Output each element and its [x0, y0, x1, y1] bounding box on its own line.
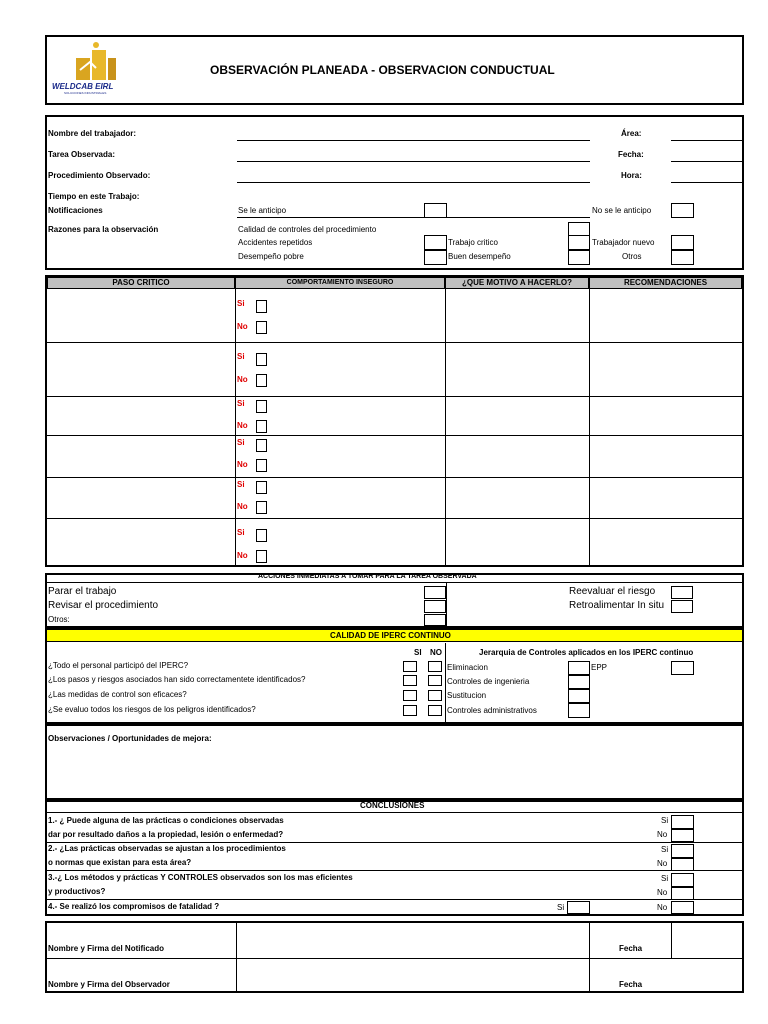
no-label: No: [237, 502, 248, 511]
trabajador-nuevo-checkbox[interactable]: [671, 235, 694, 250]
firmas-col-2: [589, 923, 590, 991]
q4-si-label: Si: [557, 903, 565, 912]
concl-no-label: No: [657, 859, 668, 868]
q1-line: [47, 842, 742, 843]
iperc-title: CALIDAD DE IPERC CONTINUO: [330, 631, 451, 640]
motivo-cell[interactable]: [446, 343, 589, 396]
parar-checkbox[interactable]: [424, 586, 446, 599]
iperc-question: ¿Los pasos y riesgos asociados han sido correctamentete identificados?: [48, 675, 306, 684]
no-checkbox[interactable]: [256, 420, 267, 433]
logo-text: WELDCAB EIRL: [52, 82, 114, 91]
iperc-no-checkbox[interactable]: [428, 661, 442, 672]
ingenieria-label: Controles de ingenieria: [447, 677, 530, 686]
conclusiones-title: CONCLUSIONES: [360, 801, 425, 810]
fecha-notificado-label: Fecha: [619, 944, 643, 953]
conclusiones-title-line: [47, 812, 742, 813]
si-checkbox[interactable]: [256, 400, 267, 413]
accidentes-repetidos-checkbox[interactable]: [424, 235, 447, 250]
paso-critico-cell[interactable]: [47, 343, 235, 396]
motivo-cell[interactable]: [446, 436, 589, 477]
iperc-divider: [445, 643, 446, 722]
recomendaciones-cell[interactable]: [590, 478, 742, 518]
accidentes-repetidos-label: Accidentes repetidos: [238, 238, 313, 247]
no-checkbox[interactable]: [256, 321, 267, 334]
motivo-cell[interactable]: [446, 290, 589, 342]
hora-label: Hora:: [621, 171, 642, 180]
razones-label: Razones para la observación: [48, 225, 159, 234]
trabajo-critico-checkbox[interactable]: [568, 235, 590, 250]
iperc-no-checkbox[interactable]: [428, 705, 442, 716]
concl-si-checkbox[interactable]: [671, 873, 694, 887]
area-field[interactable]: [671, 140, 742, 141]
nombre-label: Nombre del trabajador:: [48, 129, 137, 138]
q1-line1: 1.- ¿ Puede alguna de las prácticas o condiciones observadas: [48, 816, 284, 825]
administrativos-checkbox[interactable]: [568, 703, 590, 718]
iperc-si-header: SI: [414, 648, 422, 657]
otros-checkbox[interactable]: [671, 250, 694, 265]
no-checkbox[interactable]: [256, 374, 267, 387]
recomendaciones-cell[interactable]: [590, 290, 742, 342]
notif-line: [237, 217, 590, 218]
fecha-label: Fecha:: [618, 150, 644, 159]
si-checkbox[interactable]: [256, 481, 267, 494]
si-label: Si: [237, 438, 245, 447]
buen-desempeno-checkbox[interactable]: [568, 250, 590, 265]
concl-no-checkbox[interactable]: [671, 858, 694, 871]
otros-acciones-checkbox[interactable]: [424, 614, 446, 626]
recomendaciones-cell[interactable]: [590, 397, 742, 435]
q4-label: 4.- Se realizó los compromisos de fatalidad ?: [48, 902, 220, 911]
iperc-no-checkbox[interactable]: [428, 675, 442, 686]
reevaluar-checkbox[interactable]: [671, 586, 693, 599]
sustitucion-label: Sustitucion: [447, 691, 487, 700]
motivo-cell[interactable]: [446, 397, 589, 435]
epp-checkbox[interactable]: [671, 661, 694, 675]
se-le-anticipo-label: Se le anticipo: [238, 206, 287, 215]
fecha-observador-label: Fecha: [619, 980, 643, 989]
tarea-field[interactable]: [237, 161, 590, 162]
calidad-controles-label: Calidad de controles del procedimiento: [238, 225, 377, 234]
tiempo-label: Tiempo en este Trabajo:: [48, 192, 140, 201]
concl-no-label: No: [657, 830, 668, 839]
paso-critico-cell[interactable]: [47, 436, 235, 477]
concl-si-label: Si: [661, 816, 669, 825]
concl-no-checkbox[interactable]: [671, 829, 694, 842]
page-title: OBSERVACIÓN PLANEADA - OBSERVACION CONDUCTUAL: [210, 63, 555, 77]
no-se-le-anticipo-label: No se le anticipo: [592, 206, 652, 215]
si-label: Si: [237, 352, 245, 361]
si-checkbox[interactable]: [256, 300, 267, 313]
revisar-checkbox[interactable]: [424, 600, 446, 613]
paso-critico-cell[interactable]: [47, 397, 235, 435]
no-label: No: [237, 322, 248, 331]
si-checkbox[interactable]: [256, 353, 267, 366]
area-label: Área:: [621, 129, 642, 138]
iperc-si-checkbox[interactable]: [403, 705, 417, 716]
q4-no-label: No: [657, 903, 668, 912]
iperc-si-checkbox[interactable]: [403, 690, 417, 701]
iperc-si-checkbox[interactable]: [403, 675, 417, 686]
no-checkbox[interactable]: [256, 550, 267, 563]
si-checkbox[interactable]: [256, 529, 267, 542]
acciones-title: ACCIONES INMEDIATAS A TOMAR PARA LA TAREA OBSERVADA: [258, 573, 477, 580]
iperc-question: ¿Las medidas de control son eficaces?: [48, 690, 187, 699]
si-label: Si: [237, 480, 245, 489]
ingenieria-checkbox[interactable]: [568, 675, 590, 689]
iperc-question: ¿Todo el personal participó del IPERC?: [48, 661, 189, 670]
paso-critico-cell[interactable]: [47, 478, 235, 518]
motivo-cell[interactable]: [446, 519, 589, 565]
eliminacion-checkbox[interactable]: [568, 661, 590, 675]
concl-si-checkbox[interactable]: [671, 815, 694, 829]
epp-label: EPP: [591, 663, 608, 672]
notificado-label: Nombre y Firma del Notificado: [48, 944, 165, 953]
procedimiento-label: Procedimiento Observado:: [48, 171, 151, 180]
observador-signature-field[interactable]: [237, 959, 589, 991]
observador-label: Nombre y Firma del Observador: [48, 980, 170, 989]
revisar-label: Revisar el procedimiento: [48, 600, 159, 611]
notificado-signature-field[interactable]: [237, 923, 589, 958]
parar-label: Parar el trabajo: [48, 586, 117, 597]
no-label: No: [237, 460, 248, 469]
buen-desempeno-label: Buen desempeño: [448, 252, 511, 261]
paso-critico-cell[interactable]: [47, 519, 235, 565]
acciones-divider: [446, 583, 447, 626]
concl-si-checkbox[interactable]: [671, 844, 694, 858]
iperc-no-checkbox[interactable]: [428, 690, 442, 701]
procedimiento-field[interactable]: [237, 182, 590, 183]
trabajo-critico-label: Trabajo critico: [448, 238, 498, 247]
nombre-field[interactable]: [237, 140, 590, 141]
acciones-title-line: [47, 582, 742, 583]
motivo-cell[interactable]: [446, 478, 589, 518]
recomendaciones-cell[interactable]: [590, 519, 742, 565]
header-paso-critico: PASO CRITICO: [47, 277, 235, 289]
q2-line1: 2.- ¿Las prácticas observadas se ajustan a los procedimientos: [48, 844, 286, 853]
reevaluar-label: Reevaluar el riesgo: [569, 586, 656, 597]
iperc-question: ¿Se evaluo todos los riesgos de los peligros identificados?: [48, 705, 256, 714]
trabajador-nuevo-label: Trabajador nuevo: [592, 238, 655, 247]
q3-line: [47, 899, 742, 900]
si-checkbox[interactable]: [256, 439, 267, 452]
tarea-label: Tarea Observada:: [48, 150, 115, 159]
si-label: Si: [237, 299, 245, 308]
col-divider-1: [235, 289, 236, 565]
header-comportamiento: COMPORTAMIENTO INSEGURO: [235, 277, 445, 289]
no-checkbox[interactable]: [256, 501, 267, 514]
desempeno-pobre-label: Desempeño pobre: [238, 252, 304, 261]
no-label: No: [237, 421, 248, 430]
q4-si-checkbox[interactable]: [567, 901, 590, 914]
administrativos-label: Controles administrativos: [447, 706, 537, 715]
q3-line1: 3.-¿ Los métodos y prácticas Y CONTROLES observados son los mas eficientes: [48, 873, 353, 882]
concl-no-label: No: [657, 888, 668, 897]
concl-si-label: Si: [661, 845, 669, 854]
no-label: No: [237, 551, 248, 560]
observaciones-label: Observaciones / Oportunidades de mejora:: [48, 734, 212, 743]
firmas-col-3: [671, 923, 672, 958]
q4-no-checkbox[interactable]: [671, 901, 694, 914]
desempeno-pobre-checkbox[interactable]: [424, 250, 447, 265]
logo-tagline: SOLUCIONES INDUSTRIALES: [64, 91, 107, 95]
concl-no-checkbox[interactable]: [671, 887, 694, 900]
iperc-si-checkbox[interactable]: [403, 661, 417, 672]
q1-line2: dar por resultado daños a la propiedad, lesión o enfermedad?: [48, 830, 284, 839]
recomendaciones-cell[interactable]: [590, 436, 742, 477]
jerarquia-title: Jerarquia de Controles aplicados en los IPERC continuo: [479, 648, 694, 657]
si-label: Si: [237, 528, 245, 537]
no-checkbox[interactable]: [256, 459, 267, 472]
eliminacion-label: Eliminacion: [447, 663, 488, 672]
header-motivo: ¿QUE MOTIVO A HACERLO?: [445, 277, 589, 289]
notificaciones-label: Notificaciones: [48, 206, 103, 215]
q3-line2: y productivos?: [48, 887, 106, 896]
paso-critico-cell[interactable]: [47, 290, 235, 342]
hora-field[interactable]: [671, 182, 742, 183]
no-label: No: [237, 375, 248, 384]
concl-si-label: Si: [661, 874, 669, 883]
sustitucion-checkbox[interactable]: [568, 689, 590, 703]
se-le-anticipo-checkbox[interactable]: [424, 203, 447, 218]
header-recomendaciones: RECOMENDACIONES: [589, 277, 742, 289]
retroalimentar-label: Retroalimentar In situ: [569, 600, 665, 611]
retroalimentar-checkbox[interactable]: [671, 600, 693, 613]
no-se-le-anticipo-checkbox[interactable]: [671, 203, 694, 218]
si-label: Si: [237, 399, 245, 408]
q2-line2: o normas que existan para esta área?: [48, 858, 192, 867]
otros-acciones-label: Otros:: [48, 615, 70, 624]
recomendaciones-cell[interactable]: [590, 343, 742, 396]
iperc-no-header: NO: [430, 648, 442, 657]
q2-line: [47, 870, 742, 871]
fecha-field[interactable]: [671, 161, 742, 162]
otros-label: Otros: [622, 252, 642, 261]
